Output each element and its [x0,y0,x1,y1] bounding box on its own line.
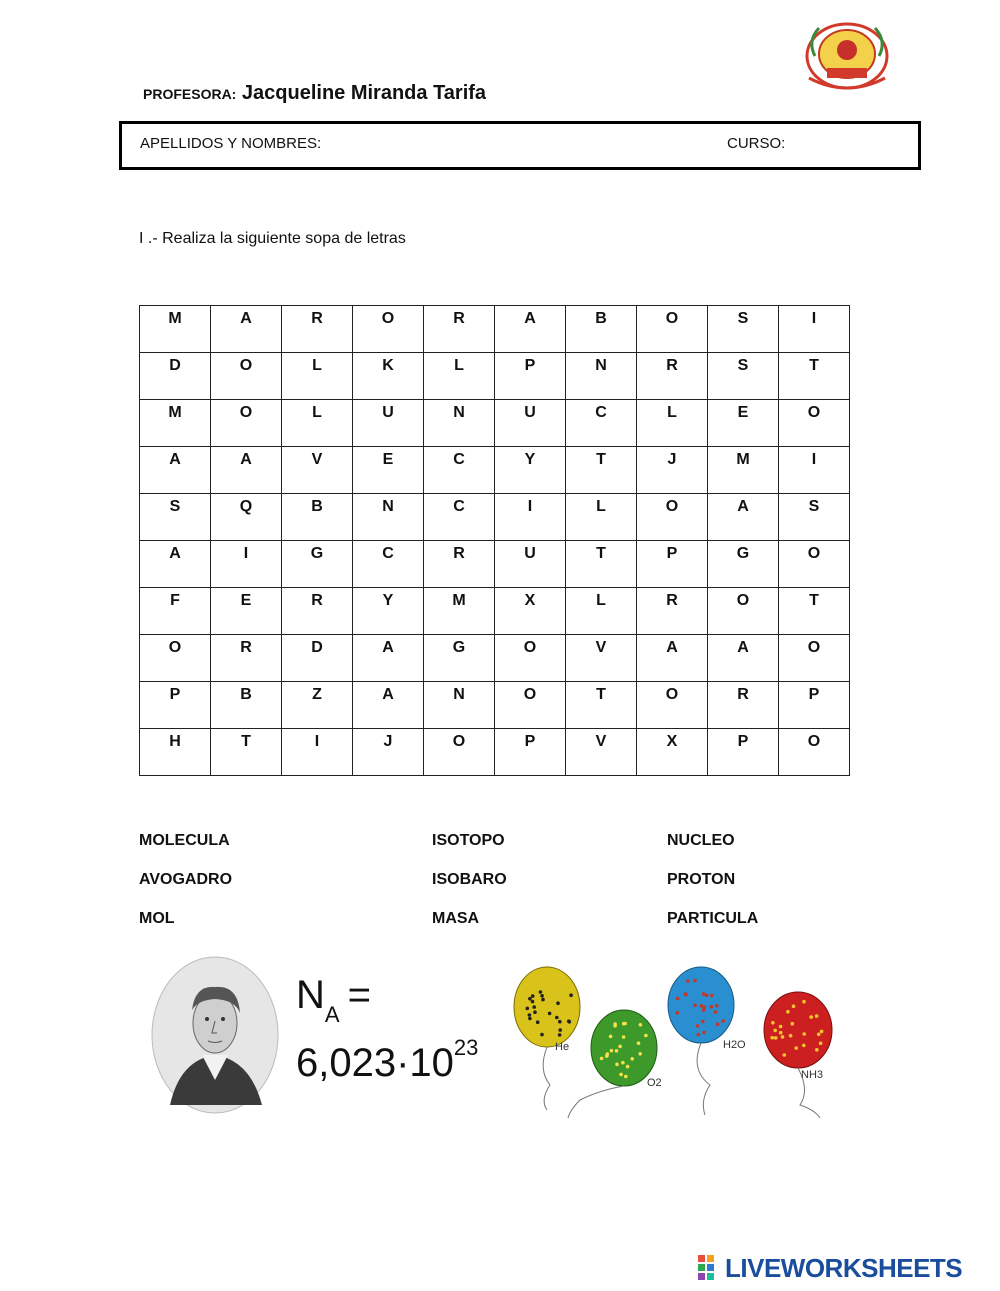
molecule-dot [701,1020,705,1024]
grid-cell[interactable]: I [779,306,850,353]
grid-cell[interactable]: C [353,541,424,588]
molecule-dot [558,1028,562,1032]
molecule-dot [540,1033,544,1037]
molecule-dot [622,1035,626,1039]
molecule-dot [626,1065,630,1069]
molecule-dot [600,1057,604,1061]
molecule-dot [786,1010,790,1014]
grid-cell[interactable]: L [282,400,353,447]
grid-cell[interactable]: O [779,729,850,776]
grid-cell[interactable]: B [282,494,353,541]
grid-cell[interactable]: O [779,400,850,447]
balloon-h2o [668,967,746,1115]
grid-cell[interactable]: G [424,635,495,682]
grid-cell[interactable]: F [140,588,211,635]
molecule-dot [693,979,697,983]
formula-exponent: 23 [453,1035,479,1060]
molecule-dot [791,1022,795,1026]
grid-cell[interactable]: P [708,729,779,776]
grid-cell[interactable]: C [566,400,637,447]
molecule-dot [555,1016,559,1020]
grid-cell[interactable]: U [495,400,566,447]
grid-cell[interactable]: X [637,729,708,776]
molecule-dot [618,1045,622,1049]
molecule-dot [533,1010,537,1014]
molecule-dot [637,1041,641,1045]
molecule-dot [556,1001,560,1005]
grid-cell[interactable]: P [495,353,566,400]
grid-cell[interactable]: H [140,729,211,776]
molecule-dot [568,1020,572,1024]
grid-cell[interactable]: R [282,306,353,353]
grid-cell[interactable]: T [779,588,850,635]
grid-cell[interactable]: B [211,682,282,729]
balloon-he [514,967,580,1110]
grid-cell[interactable]: A [140,541,211,588]
grid-row [140,494,850,541]
molecule-dot [697,1033,701,1037]
molecule-dot [815,1048,819,1052]
grid-cell[interactable]: O [779,635,850,682]
molecule-dot [613,1022,617,1026]
balloon-label: O2 [647,1077,662,1089]
grid-cell[interactable]: P [495,729,566,776]
formula-subscript: A [324,1002,340,1027]
grid-cell[interactable]: P [637,541,708,588]
molecule-dot [630,1057,634,1061]
grid-cell[interactable]: E [708,400,779,447]
grid-cell[interactable]: O [495,635,566,682]
teacher-label: PROFESORA: [143,86,237,102]
avogadro-value [296,1035,479,1085]
grid-cell[interactable]: J [353,729,424,776]
grid-cell[interactable]: V [566,729,637,776]
grid-cell[interactable]: S [708,353,779,400]
instruction-text: I .- Realiza la siguiente sopa de letras [139,230,406,247]
molecule-dot [526,1007,530,1011]
molecule-dot [702,992,706,996]
molecule-dot [609,1035,613,1039]
molecule-dot [802,1000,806,1004]
grid-cell[interactable]: Q [211,494,282,541]
molecule-dot [644,1034,648,1038]
gas-balloons-image [500,960,850,1120]
grid-cell[interactable]: I [779,447,850,494]
grid-row [140,353,850,400]
school-logo [797,16,897,98]
molecule-dot [569,993,573,997]
molecule-dot [528,1017,532,1021]
grid-cell[interactable]: P [779,682,850,729]
grid-cell[interactable]: O [424,729,495,776]
grid-cell[interactable]: M [424,588,495,635]
molecule-dot [770,1036,774,1040]
grid-cell[interactable]: R [708,682,779,729]
grid-cell[interactable]: O [140,635,211,682]
molecule-dot [615,1049,619,1053]
molecule-dot [715,1004,719,1008]
molecule-dot [621,1061,625,1065]
grid-cell[interactable]: A [708,635,779,682]
grid-cell[interactable]: R [282,588,353,635]
molecule-dot [531,1000,535,1004]
molecule-dot [779,1025,783,1029]
grid-row [140,729,850,776]
grid-cell[interactable]: M [140,306,211,353]
molecule-dot [705,994,709,998]
grid-cell[interactable]: L [566,588,637,635]
balloon-nh3 [764,992,832,1118]
molecule-dot [676,997,680,1001]
balloon-label: He [555,1041,570,1053]
word-item: ISOTOPO [432,832,505,849]
grid-cell[interactable]: A [211,306,282,353]
grid-cell[interactable]: O [353,306,424,353]
grid-row [140,400,850,447]
grid-cell[interactable]: O [708,588,779,635]
grid-cell[interactable]: S [708,306,779,353]
teacher-line [143,82,486,105]
grid-cell[interactable]: O [779,541,850,588]
grid-cell[interactable]: N [424,682,495,729]
molecule-dot [716,1022,720,1026]
grid-cell[interactable]: R [211,635,282,682]
grid-cell[interactable]: L [282,353,353,400]
molecule-dot [539,990,543,994]
molecule-dot [819,1042,823,1046]
molecule-dot [676,1011,680,1015]
liveworksheets-icon [697,1252,723,1284]
grid-row [140,635,850,682]
grid-cell[interactable]: U [495,541,566,588]
molecule-dot [702,1031,706,1035]
molecule-dot [710,994,714,998]
grid-cell[interactable]: Y [353,588,424,635]
grid-cell[interactable]: R [637,353,708,400]
grid-cell[interactable]: Z [282,682,353,729]
grid-cell[interactable]: A [637,635,708,682]
grid-cell[interactable]: V [282,447,353,494]
molecule-dot [789,1034,793,1038]
grid-cell[interactable]: T [566,447,637,494]
grid-cell[interactable]: K [353,353,424,400]
molecule-dot [696,1024,700,1028]
molecule-dot [817,1033,821,1037]
word-search-grid [139,305,850,776]
molecule-dot [700,1004,704,1008]
word-item: MOL [139,910,175,927]
molecule-dot [779,1031,783,1035]
molecule-dot [638,1052,642,1056]
course-label: CURSO: [727,135,786,152]
grid-cell[interactable]: T [779,353,850,400]
grid-cell[interactable]: I [495,494,566,541]
word-item: NUCLEO [667,832,735,849]
grid-cell[interactable]: A [353,635,424,682]
grid-cell[interactable]: T [211,729,282,776]
word-item: AVOGADRO [139,871,233,888]
grid-row [140,306,850,353]
grid-cell[interactable]: N [566,353,637,400]
grid-cell[interactable]: E [353,447,424,494]
molecule-dot [773,1029,777,1033]
grid-cell[interactable]: G [708,541,779,588]
grid-cell[interactable]: T [566,541,637,588]
grid-cell[interactable]: D [282,635,353,682]
word-item: PROTON [667,871,736,888]
grid-cell[interactable]: D [140,353,211,400]
molecule-dot [774,1036,778,1040]
grid-cell[interactable]: M [140,400,211,447]
grid-cell[interactable]: O [211,353,282,400]
molecule-dot [815,1014,819,1018]
grid-row [140,541,850,588]
molecule-dot [714,1010,718,1014]
grid-cell[interactable]: C [424,494,495,541]
grid-cell[interactable]: Y [495,447,566,494]
grid-cell[interactable]: A [495,306,566,353]
grid-cell[interactable]: N [424,400,495,447]
grid-cell[interactable]: M [708,447,779,494]
grid-row [140,447,850,494]
word-item: ISOBARO [432,871,507,888]
word-item: MASA [432,910,480,927]
grid-row [140,682,850,729]
liveworksheets-brand: LIVEWORKSHEETS [725,1253,963,1283]
grid-cell[interactable]: A [140,447,211,494]
grid-cell[interactable]: V [566,635,637,682]
grid-cell[interactable]: O [637,306,708,353]
grid-cell[interactable]: I [282,729,353,776]
molecule-dot [684,992,688,996]
grid-cell[interactable]: U [353,400,424,447]
molecule-dot [558,1033,562,1037]
grid-cell[interactable]: O [637,494,708,541]
molecule-dot [540,994,544,998]
molecule-dot [619,1073,623,1077]
molecule-dot [794,1046,798,1050]
molecule-dot [693,1004,697,1008]
molecule-dot [541,998,545,1002]
molecule-dot [531,994,535,998]
name-label: APELLIDOS Y NOMBRES: [140,135,322,152]
molecule-dot [536,1020,540,1024]
grid-cell[interactable]: C [424,447,495,494]
molecule-dot [820,1030,824,1034]
grid-cell[interactable]: P [140,682,211,729]
molecule-dot [639,1023,643,1027]
grid-cell[interactable]: G [282,541,353,588]
molecule-dot [802,1044,806,1048]
formula-value: 6,023·10 [296,1041,454,1085]
molecule-dot [771,1021,775,1025]
molecule-dot [792,1004,796,1008]
molecule-dot [809,1015,813,1019]
word-item: PARTICULA [667,910,759,927]
grid-cell[interactable]: J [637,447,708,494]
molecule-dot [532,1005,536,1009]
grid-row [140,588,850,635]
grid-cell[interactable]: I [211,541,282,588]
molecule-dot [721,1019,725,1023]
molecule-dot [622,1022,626,1026]
molecule-dot [615,1063,619,1067]
molecule-dot [710,1005,714,1009]
molecule-dot [781,1035,785,1039]
grid-cell[interactable]: L [424,353,495,400]
grid-cell[interactable]: O [495,682,566,729]
molecule-dot [606,1052,610,1056]
grid-cell[interactable]: E [211,588,282,635]
formula-symbol: N [296,973,325,1017]
grid-cell[interactable]: S [779,494,850,541]
molecule-dot [783,1053,787,1057]
molecule-dot [624,1075,628,1079]
grid-cell[interactable]: O [637,682,708,729]
molecule-dot [528,997,532,1001]
grid-cell[interactable]: O [211,400,282,447]
grid-cell[interactable]: A [708,494,779,541]
grid-cell[interactable]: L [566,494,637,541]
avogadro-portrait-image [150,955,280,1115]
grid-cell[interactable]: A [353,682,424,729]
grid-cell[interactable]: B [566,306,637,353]
grid-cell[interactable]: A [211,447,282,494]
balloon-label: NH3 [801,1069,824,1081]
molecule-dot [548,1012,552,1016]
grid-cell[interactable]: R [424,306,495,353]
molecule-dot [558,1020,562,1024]
word-item: MOLECULA [139,832,230,849]
molecule-dot [610,1049,614,1053]
grid-cell[interactable]: N [353,494,424,541]
grid-cell[interactable]: R [424,541,495,588]
student-info-box [119,121,921,170]
molecule-dot [802,1032,806,1036]
molecule-dot [686,979,690,983]
grid-cell[interactable]: S [140,494,211,541]
balloon-label: H2O [723,1039,746,1051]
molecule-dot [528,1013,532,1017]
grid-cell[interactable]: R [637,588,708,635]
grid-cell[interactable]: L [637,400,708,447]
grid-cell[interactable]: T [566,682,637,729]
grid-cell[interactable]: X [495,588,566,635]
liveworksheets-logo [697,1252,992,1284]
avogadro-formula [296,973,371,1027]
formula-equals: = [347,973,371,1017]
teacher-name: Jacqueline Miranda Tarifa [241,82,487,104]
